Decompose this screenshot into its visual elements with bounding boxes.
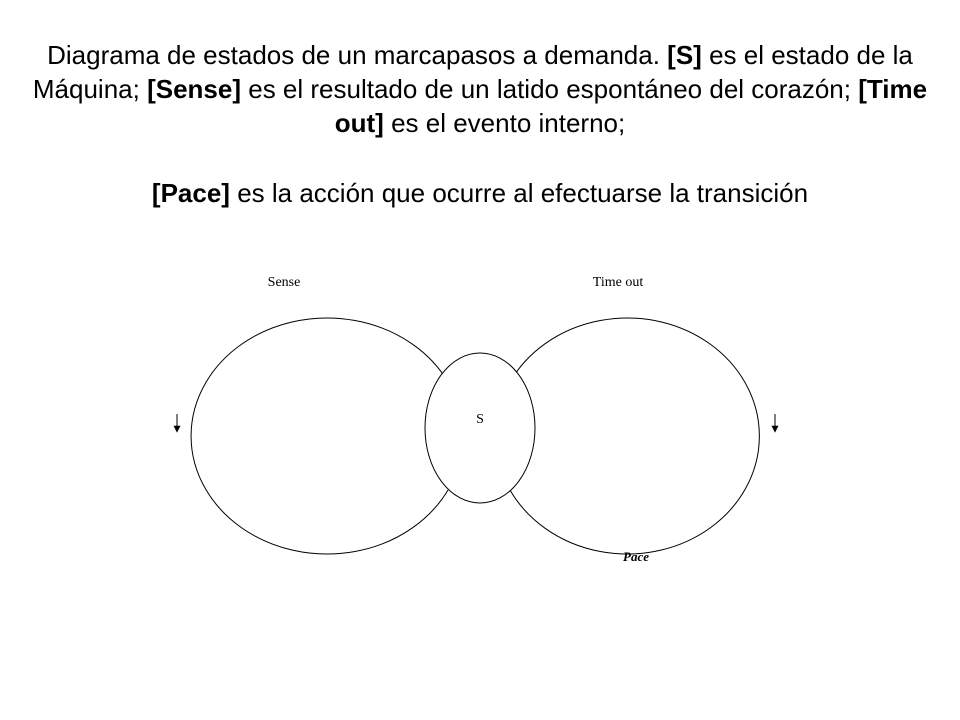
- caption-part-5: es la acción que ocurre al efectuarse la transición: [237, 178, 809, 208]
- caption-s-tag: [S]: [667, 40, 702, 70]
- caption-part-1: Diagrama de estados de un marcapasos a demanda.: [47, 40, 660, 70]
- timeout-label: Time out: [592, 275, 644, 290]
- state-s-node: [425, 353, 535, 503]
- caption-part-4: es el evento interno;: [391, 108, 626, 138]
- sense-label: Sense: [267, 275, 301, 290]
- timeout-loop: [510, 318, 759, 554]
- caption-sense-tag: [Sense]: [147, 74, 241, 104]
- caption-timeout-tag: [Time out]: [334, 74, 928, 138]
- caption-part-3: es el resultado de un latido espontáneo del corazón;: [248, 74, 851, 104]
- pace-label: Pace: [623, 549, 649, 564]
- state-s-label: S: [476, 412, 484, 427]
- sense-loop: [191, 318, 448, 554]
- caption-pace-tag: [Pace]: [151, 178, 230, 208]
- caption-part-2: es el estado de la Máquina;: [32, 40, 913, 104]
